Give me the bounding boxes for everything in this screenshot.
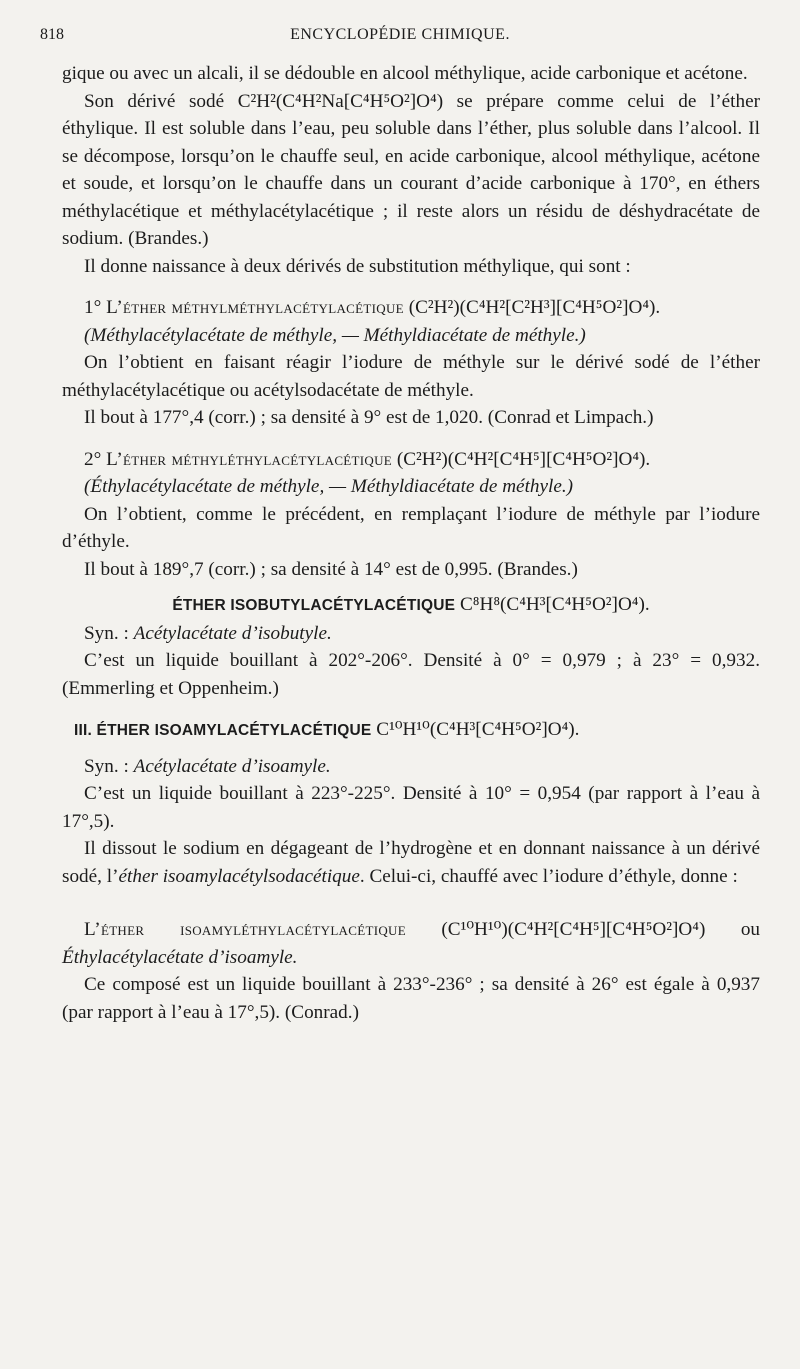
syn-label: Syn. : (84, 755, 134, 777)
compound-title: L’éther méthylméthylacétylacétique (106, 297, 404, 318)
compound-heading-1 (62, 294, 760, 322)
page-header (40, 26, 760, 50)
compound-title: L’éther isoamyléthylacétylacétique (84, 919, 406, 940)
synonyms: (Méthylacétylacétate de méthyle, — Méthyldiacétate de méthyle.) (84, 324, 586, 346)
compound-props-2: Il bout à 189°,7 (corr.) ; sa densité à 14° est de 0,995. (Brandes.) (84, 558, 578, 580)
synonyms: Acétylacétate d’isoamyle. (133, 755, 331, 777)
compound-formula: C⁸H⁸(C⁴H³[C⁴H⁵O²]O⁴). (460, 594, 650, 615)
compound-synonyms-2 (62, 473, 760, 501)
compound-title: III. ÉTHER ISOAMYLACÉTYLACÉTIQUE (74, 722, 372, 739)
compound-formula: (C¹⁰H¹⁰)(C⁴H²[C⁴H⁵][C⁴H⁵O²]O⁴) (441, 919, 706, 940)
compound-number: 2° (84, 448, 107, 470)
compound-synonyms-1 (62, 322, 760, 350)
page-body (62, 60, 760, 1026)
italic-term: éther isoamylacétylsodacétique (118, 865, 360, 887)
compound-props-1: Il bout à 177°,4 (corr.) ; sa densité à 9° est de 1,020. (Conrad et Limpach.) (84, 407, 654, 428)
compound-synonyms-isoamyl (62, 753, 760, 781)
text-run: ou (705, 919, 760, 940)
compound-number: 1° (84, 297, 107, 318)
compound-formula: C¹⁰H¹⁰(C⁴H³[C⁴H⁵O²]O⁴). (376, 719, 580, 740)
compound-formula: (C²H²)(C⁴H²[C⁴H⁵][C⁴H⁵O²]O⁴). (396, 448, 651, 470)
synonyms: Éthylacétylacétate d’isoamyle. (62, 946, 298, 968)
compound-heading-isoamyl (62, 716, 760, 745)
compound-title: ÉTHER ISOBUTYLACÉTYLACÉTIQUE (172, 597, 456, 614)
compound-sodium-isoamyl (62, 835, 760, 890)
synonyms: (Éthylacétylacétate de méthyle, — Méthyldiacétate de méthyle.) (84, 476, 574, 497)
compound-synonyms-isobutyl (62, 620, 760, 648)
compound-heading-isoamylethyl (62, 916, 760, 971)
compound-heading-2 (62, 446, 760, 474)
compound-props-isobutyl: C’est un liquide bouillant à 202°-206°. Densité à 0° = 0,979 ; à 23° = 0,932. (Emmerling et Oppenheim.) (62, 650, 760, 699)
text-run: . Celui-ci, chauffé avec l’iodure d’éthyle, donne : (359, 865, 738, 887)
syn-label: Syn. : (84, 622, 134, 644)
paragraph-continuation: gique ou avec un alcali, il se dédouble en alcool méthylique, acide carbonique et acétone. (62, 63, 748, 84)
compound-heading-isobutyl (62, 591, 760, 620)
paragraph-sodium-derivative (62, 88, 760, 253)
compound-prep-1: On l’obtient en faisant réagir l’iodure de méthyle sur le dérivé sodé de l’éther méthylacétylacétique ou acétylsodacétate de méthyle. (62, 352, 760, 401)
synonyms: Acétylacétate d’isobutyle. (133, 622, 332, 644)
compound-formula: (C²H²)(C⁴H²[C²H³][C⁴H⁵O²]O⁴). (408, 297, 661, 318)
text-run: Son dérivé sodé C (84, 90, 251, 112)
compound-props-isoamylethyl: Ce composé est un liquide bouillant à 233°-236° ; sa densité à 26° est égale à 0,937 (par rapport à l’eau à 17°,5). (Conrad.) (62, 974, 760, 1023)
compound-title: L’éther méthyléthylacétylacétique (106, 448, 393, 470)
page-number: 818 (40, 26, 64, 43)
compound-prep-2: On l’obtient, comme le précédent, en remplaçant l’iodure de méthyle par l’iodure d’éthyle. (62, 503, 760, 552)
compound-props-isoamyl: C’est un liquide bouillant à 223°-225°. Densité à 10° = 0,954 (par rapport à l’eau à 17°,5). (62, 783, 760, 832)
text-run: Il dissout le sodium en dégageant de l’hydrogène et en donnant naissance à un dérivé sodé, l’ (62, 838, 760, 887)
running-title: ENCYCLOPÉDIE CHIMIQUE. (290, 26, 510, 43)
formula: ²H²(C⁴H²Na[C⁴H⁵O²]O⁴) (250, 90, 444, 112)
paragraph-intro-substitution: Il donne naissance à deux dérivés de substitution méthylique, qui sont : (84, 255, 631, 277)
text-run: se prépare comme celui de l’éther éthylique. Il est soluble dans l’eau, peu soluble dans l’éther, plus soluble dans l’alcool. Il se décompose, lorsqu’on le chauffe seul, en acide carbonique, alcool méthylique, acétone et soude, et lorsqu’on le chauffe dans un courant d’acide carbonique à 170°, en éthers méthylacétique et méthylacétylacétique ; il reste alors un résidu de déshydracétate de sodium. (Brandes.) (62, 90, 760, 249)
